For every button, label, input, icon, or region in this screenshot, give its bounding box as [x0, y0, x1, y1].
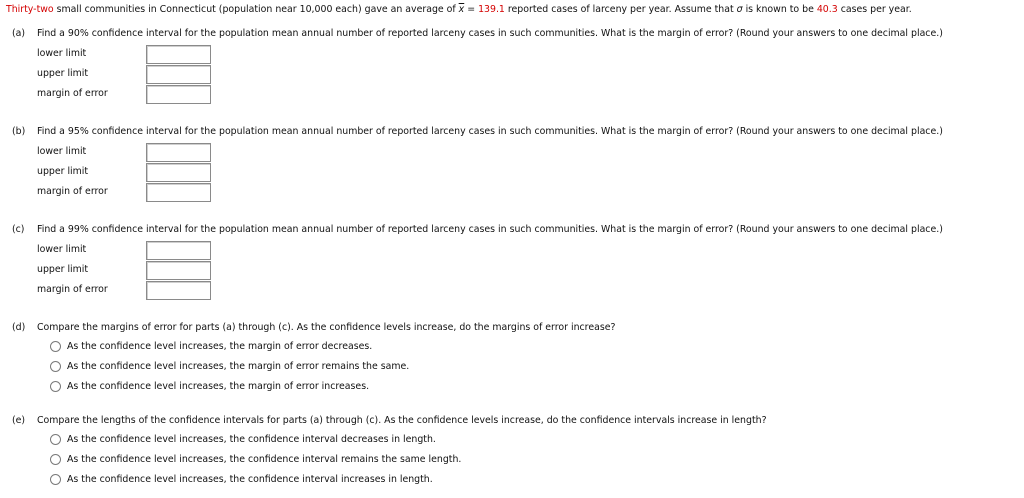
sigma-value: 40.3 — [816, 4, 838, 15]
xbar-symbol: $\overline{x}$ — [458, 4, 465, 15]
radio-button[interactable] — [50, 454, 61, 465]
part-a-question — [12, 28, 943, 39]
part-a-text: Find a 90% confidence interval for the population mean annual number of reported larceny cases in such communities. What is the margin of error? (Round your answers to one decimal place.) — [37, 28, 943, 39]
part-a-upper-label: upper limit — [37, 68, 89, 79]
part-e-question — [12, 415, 767, 426]
radio-button[interactable] — [50, 434, 61, 445]
part-c-letter: (c) — [12, 224, 25, 235]
part-e-letter: (e) — [12, 415, 26, 426]
intro-text-1: small communities in Connecticut (population near 10,000 each) gave an average of — [53, 4, 459, 15]
intro-text-4: cases per year. — [837, 4, 912, 15]
part-a-lower-input[interactable] — [146, 45, 211, 64]
part-b-lower-input[interactable] — [146, 143, 211, 162]
part-a-margin-input[interactable] — [146, 85, 211, 104]
part-e-option-3[interactable] — [50, 474, 433, 485]
problem-statement — [6, 4, 912, 15]
part-e-option-2[interactable] — [50, 454, 461, 465]
part-d-option-1-label: As the confidence level increases, the margin of error decreases. — [67, 341, 373, 352]
part-b-text: Find a 95% confidence interval for the population mean annual number of reported larceny cases in such communities. What is the margin of error? (Round your answers to one decimal place.) — [37, 126, 943, 137]
radio-button[interactable] — [50, 474, 61, 485]
part-d-option-3-label: As the confidence level increases, the margin of error increases. — [67, 381, 370, 392]
part-b-margin-input[interactable] — [146, 183, 211, 202]
part-a-upper-input[interactable] — [146, 65, 211, 84]
part-e-text: Compare the lengths of the confidence intervals for parts (a) through (c). As the confidence levels increase, do the confidence intervals increase in length? — [37, 415, 767, 426]
part-a-letter: (a) — [12, 28, 26, 39]
part-d-option-2[interactable] — [50, 361, 409, 372]
part-d-letter: (d) — [12, 322, 26, 333]
sigma-symbol: σ — [736, 4, 743, 15]
part-c-upper-input[interactable] — [146, 261, 211, 280]
intro-lead: Thirty-two — [6, 4, 54, 15]
part-d-question — [12, 322, 615, 333]
part-d-option-2-label: As the confidence level increases, the margin of error remains the same. — [67, 361, 410, 372]
part-b-upper-input[interactable] — [146, 163, 211, 182]
radio-button[interactable] — [50, 361, 61, 372]
intro-eq: = — [464, 4, 479, 15]
part-e-option-1[interactable] — [50, 434, 436, 445]
part-c-question — [12, 224, 943, 235]
part-c-margin-input[interactable] — [146, 281, 211, 300]
part-d-option-3[interactable] — [50, 381, 369, 392]
part-d-text: Compare the margins of error for parts (a) through (c). As the confidence levels increase, do the margins of error increase? — [37, 322, 616, 333]
part-c-text: Find a 99% confidence interval for the population mean annual number of reported larceny cases in such communities. What is the margin of error? (Round your answers to one decimal place.) — [37, 224, 943, 235]
radio-button[interactable] — [50, 381, 61, 392]
part-b-letter: (b) — [12, 126, 26, 137]
part-c-upper-label: upper limit — [37, 264, 89, 275]
part-b-margin-label: margin of error — [37, 186, 108, 197]
part-c-margin-label: margin of error — [37, 284, 108, 295]
part-a-lower-label: lower limit — [37, 48, 87, 59]
part-e-option-2-label: As the confidence level increases, the confidence interval remains the same length. — [67, 454, 462, 465]
part-e-option-3-label: As the confidence level increases, the confidence interval increases in length. — [67, 474, 433, 485]
part-b-lower-label: lower limit — [37, 146, 87, 157]
radio-button[interactable] — [50, 341, 61, 352]
sample-mean-value: 139.1 — [478, 4, 505, 15]
part-b-question — [12, 126, 943, 137]
part-d-option-1[interactable] — [50, 341, 372, 352]
part-b-upper-label: upper limit — [37, 166, 89, 177]
part-a-margin-label: margin of error — [37, 88, 108, 99]
part-c-lower-label: lower limit — [37, 244, 87, 255]
part-c-lower-input[interactable] — [146, 241, 211, 260]
intro-text-3: is known to be — [742, 4, 817, 15]
part-e-option-1-label: As the confidence level increases, the confidence interval decreases in length. — [67, 434, 436, 445]
intro-text-2: reported cases of larceny per year. Assume that — [504, 4, 737, 15]
